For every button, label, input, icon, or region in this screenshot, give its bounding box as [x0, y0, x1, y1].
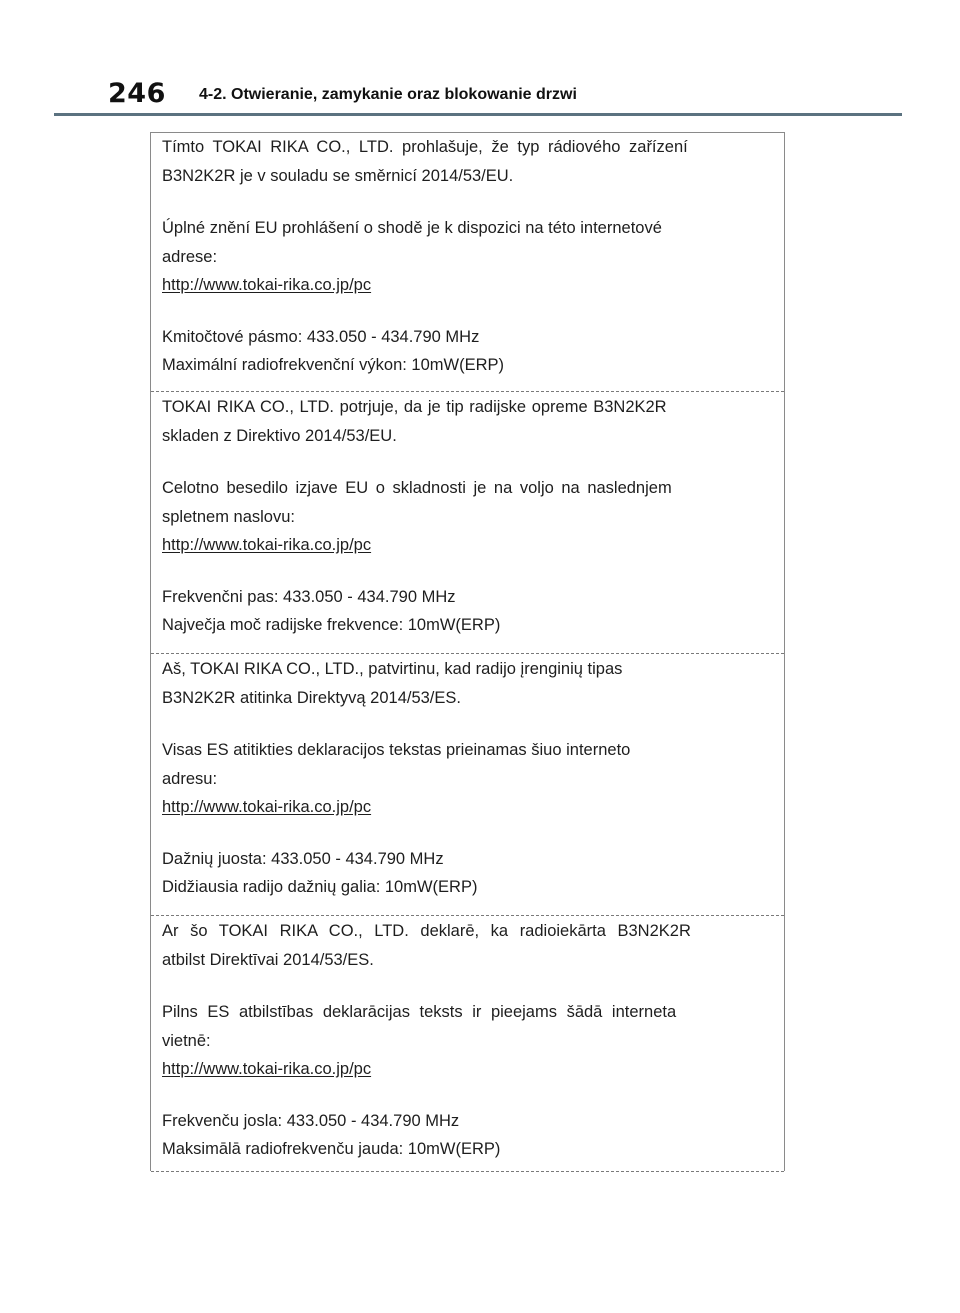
availability-line: Pilns ES atbilstības deklarācijas teksts ir pieejams šādā interneta — [162, 1003, 677, 1021]
page-header — [108, 78, 898, 110]
frequency-band: Kmitočtové pásmo: 433.050 - 434.790 MHz — [162, 327, 480, 346]
statement-line: B3N2K2R je v souladu se směrnicí 2014/53/EU. — [162, 166, 514, 185]
declaration-url-link[interactable]: http://www.tokai-rika.co.jp/pc — [162, 1060, 372, 1078]
availability-line: Úplné znění EU prohlášení o shodě je k dispozici na této internetové — [162, 219, 662, 237]
full-text-availability — [162, 214, 755, 271]
availability-line: adresu: — [162, 769, 218, 788]
availability-line: vietnē: — [162, 1031, 211, 1050]
full-text-availability — [162, 998, 755, 1055]
declaration-section-lithuanian — [151, 653, 784, 916]
page-number: 246 — [108, 78, 166, 109]
header-divider — [54, 113, 902, 116]
frequency-band: Frekvenču josla: 433.050 - 434.790 MHz — [162, 1111, 460, 1130]
declaration-statement — [162, 655, 755, 712]
availability-line: Celotno besedilo izjave EU o skladnosti je na voljo na naslednjem — [162, 479, 672, 497]
declaration-box — [150, 132, 785, 1171]
declaration-statement — [162, 917, 755, 974]
declaration-url-link[interactable]: http://www.tokai-rika.co.jp/pc — [162, 536, 372, 554]
full-text-availability — [162, 474, 755, 531]
declaration-statement — [162, 133, 755, 190]
statement-line: Ar šo TOKAI RIKA CO., LTD. deklarē, ka radioiekārta B3N2K2R — [162, 922, 691, 940]
statement-line: B3N2K2R atitinka Direktyvą 2014/53/ES. — [162, 688, 461, 707]
declaration-url-link[interactable]: http://www.tokai-rika.co.jp/pc — [162, 276, 372, 294]
frequency-band: Frekvenčni pas: 433.050 - 434.790 MHz — [162, 587, 456, 606]
max-power: Maksimālā radiofrekvenču jauda: 10mW(ERP) — [162, 1140, 501, 1158]
declaration-statement — [162, 393, 755, 450]
availability-line: adrese: — [162, 247, 218, 266]
max-power: Didžiausia radijo dažnių galia: 10mW(ERP) — [162, 878, 478, 896]
declaration-section-latvian — [151, 915, 784, 1172]
availability-line: spletnem naslovu: — [162, 507, 295, 526]
declaration-section-czech — [151, 133, 784, 392]
full-text-availability — [162, 736, 755, 793]
declaration-url-link[interactable]: http://www.tokai-rika.co.jp/pc — [162, 798, 372, 816]
max-power: Maximální radiofrekvenční výkon: 10mW(ERP) — [162, 356, 505, 374]
statement-line: TOKAI RIKA CO., LTD. potrjuje, da je tip radijske opreme B3N2K2R — [162, 398, 667, 416]
statement-line: skladen z Direktivo 2014/53/EU. — [162, 426, 397, 445]
statement-line: atbilst Direktīvai 2014/53/ES. — [162, 950, 374, 969]
availability-line: Visas ES atitikties deklaracijos tekstas prieinamas šiuo interneto — [162, 741, 631, 759]
frequency-band: Dažnių juosta: 433.050 - 434.790 MHz — [162, 849, 444, 868]
section-title: 4-2. Otwieranie, zamykanie oraz blokowanie drzwi — [199, 86, 577, 103]
statement-line: Tímto TOKAI RIKA CO., LTD. prohlašuje, že typ rádiového zařízení — [162, 138, 688, 156]
statement-line: Aš, TOKAI RIKA CO., LTD., patvirtinu, kad radijo įrenginių tipas — [162, 660, 623, 678]
max-power: Največja moč radijske frekvence: 10mW(ERP) — [162, 616, 501, 634]
declaration-section-slovenian — [151, 391, 784, 654]
